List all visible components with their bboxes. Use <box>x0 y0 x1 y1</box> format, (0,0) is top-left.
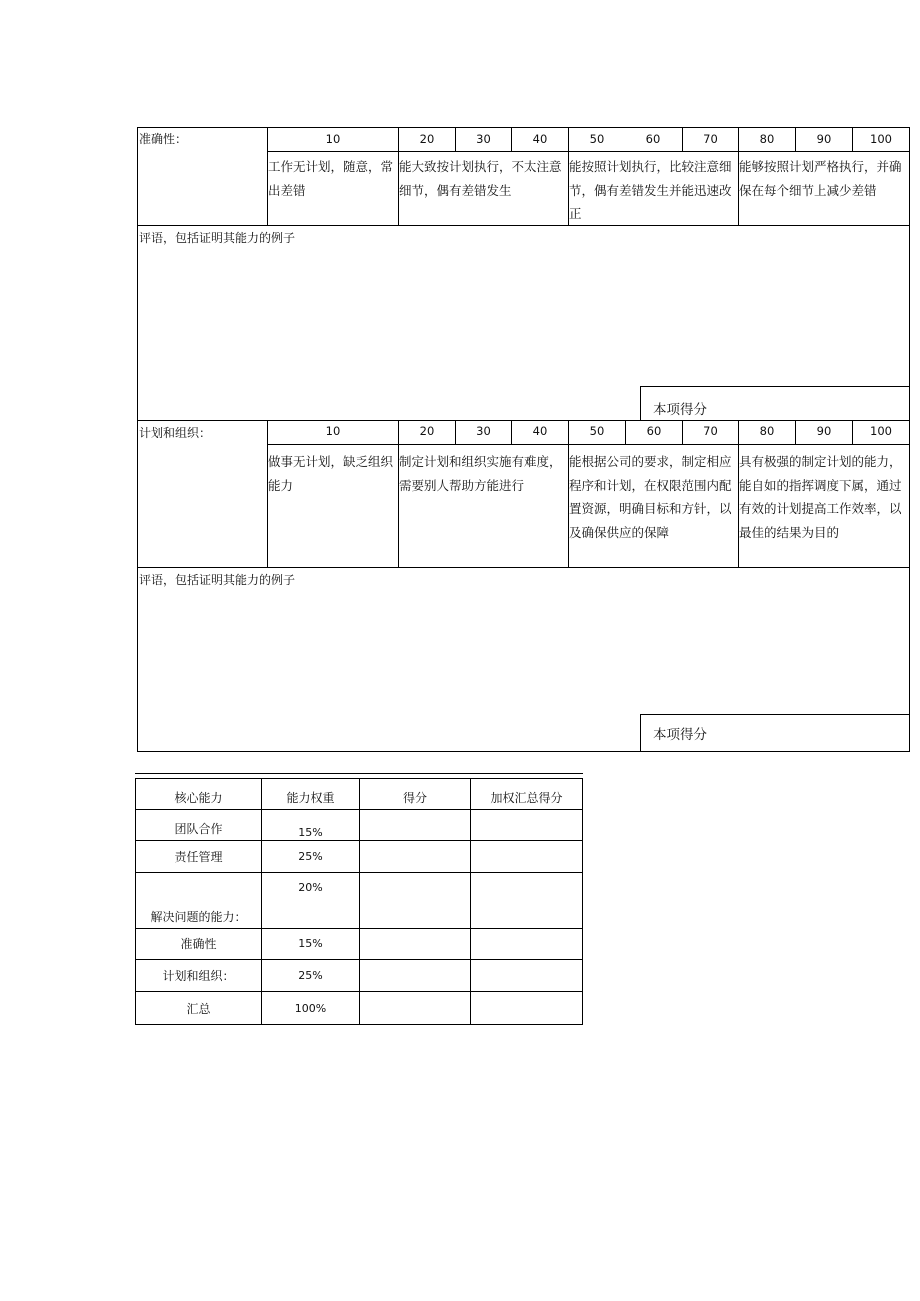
weighted-score-cell[interactable] <box>472 811 581 839</box>
score-60: 60 <box>646 424 662 438</box>
ability-name: 解决问题的能力： <box>150 910 247 924</box>
score-cell[interactable] <box>361 874 469 927</box>
score-90: 90 <box>816 132 832 146</box>
comment-area[interactable] <box>142 252 902 382</box>
score-40: 40 <box>532 132 548 146</box>
score-90: 90 <box>816 424 832 438</box>
level-description: 工作无计划，随意，常出差错 <box>268 159 394 198</box>
ability-name: 计划和组织： <box>162 969 235 983</box>
section-title: 准确性： <box>139 132 188 146</box>
item-score-label: 本项得分 <box>653 402 707 418</box>
score-70: 70 <box>703 424 718 438</box>
score-100: 100 <box>870 132 892 146</box>
score-80: 80 <box>759 132 775 146</box>
comment-area[interactable] <box>142 594 902 710</box>
ability-weight: 20% <box>298 881 323 894</box>
score-50: 50 <box>589 424 605 438</box>
weighted-score-cell[interactable] <box>472 961 581 990</box>
ability-name: 汇总 <box>186 1002 211 1016</box>
score-cell[interactable] <box>361 842 469 871</box>
ability-name: 团队合作 <box>174 822 223 836</box>
score-80: 80 <box>759 424 775 438</box>
score-20: 20 <box>419 132 435 146</box>
ability-weight: 100% <box>294 1002 327 1015</box>
header-weight: 能力权重 <box>286 791 335 805</box>
ability-weight: 15% <box>298 937 323 950</box>
ability-weight: 25% <box>298 969 323 982</box>
section-title: 计划和组织： <box>139 426 212 440</box>
score-50: 50 <box>589 132 605 146</box>
score-cell[interactable] <box>361 961 469 990</box>
header-weighted-total: 加权汇总得分 <box>490 791 563 805</box>
score-70: 70 <box>703 132 718 146</box>
item-score-label: 本项得分 <box>653 727 707 743</box>
weighted-score-cell[interactable] <box>472 930 581 958</box>
level-description: 能够按照计划严格执行，并确保在每个细节上减少差错 <box>739 159 902 198</box>
score-cell[interactable] <box>361 993 469 1023</box>
level-description: 能根据公司的要求，制定相应程序和计划，在权限范围内配置资源，明确目标和方针，以及确保供应的保障 <box>569 454 732 540</box>
level-description: 能大致按计划执行，不太注意细节，偶有差错发生 <box>399 159 562 198</box>
ability-name: 准确性 <box>180 937 217 951</box>
score-cell[interactable] <box>361 811 469 839</box>
ability-weight: 15% <box>298 826 323 839</box>
level-description: 具有极强的制定计划的能力，能自如的指挥调度下属，通过有效的计划提高工作效率，以最佳的结果为目的 <box>739 454 902 540</box>
score-30: 30 <box>476 132 491 146</box>
ability-name: 责任管理 <box>174 850 223 864</box>
header-core-ability: 核心能力 <box>174 791 223 805</box>
ability-weight: 25% <box>298 850 323 863</box>
weighted-score-cell[interactable] <box>472 874 581 927</box>
score-40: 40 <box>532 424 548 438</box>
score-100: 100 <box>870 424 892 438</box>
weighted-score-cell[interactable] <box>472 842 581 871</box>
comment-label: 评语，包括证明其能力的例子 <box>139 231 296 245</box>
score-cell[interactable] <box>361 930 469 958</box>
comment-label: 评语，包括证明其能力的例子 <box>139 573 296 587</box>
score-20: 20 <box>419 424 435 438</box>
level-description: 制定计划和组织实施有难度，需要别人帮助方能进行 <box>399 454 562 493</box>
score-10: 10 <box>325 132 341 146</box>
level-description: 做事无计划，缺乏组织能力 <box>268 454 394 493</box>
level-description: 能按照计划执行，比较注意细节，偶有差错发生并能迅速改正 <box>569 159 732 221</box>
header-score: 得分 <box>402 791 427 805</box>
weighted-score-cell[interactable] <box>472 993 581 1023</box>
score-30: 30 <box>476 424 491 438</box>
score-10: 10 <box>325 424 341 438</box>
score-60: 60 <box>645 132 661 146</box>
